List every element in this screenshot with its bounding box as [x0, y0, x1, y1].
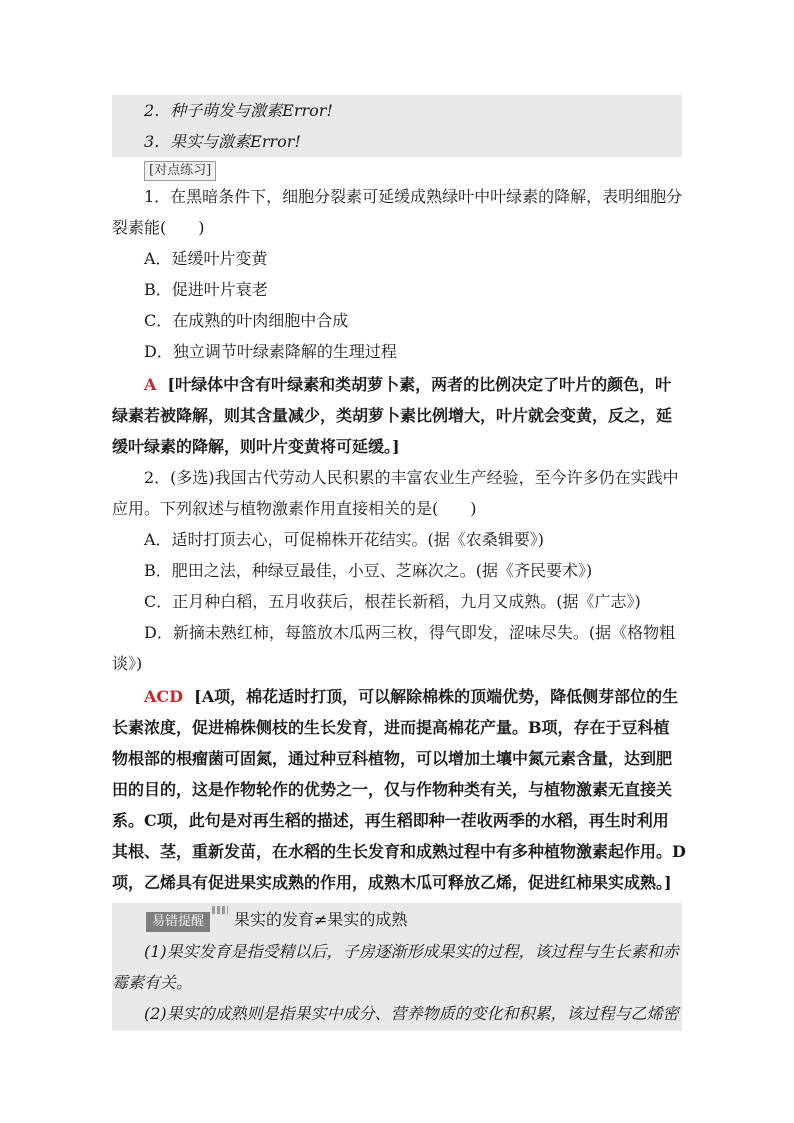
q2-option-d-line2: 谈》)	[112, 654, 143, 673]
q2-stem-line1: 2．(多选)我国古代劳动人民积累的丰富农业生产经验，至今许多仍在实践中	[144, 468, 679, 487]
q2-explain-line3: 物根部的根瘤菌可固氮，通过种豆科植物，可以增加土壤中氮元素含量，达到肥	[112, 749, 673, 768]
tip-header	[146, 904, 407, 935]
q2-stem-line2: 应用。下列叙述与植物激素作用直接相关的是( )	[112, 499, 477, 518]
tip-line3: (2)果实的成熟则是指果实中成分、营养物质的变化和积累，该过程与乙烯密	[144, 1004, 679, 1023]
q1-option-d: D．独立调节叶绿素降解的生理过程	[144, 342, 397, 361]
tip-title: 果实的发育≠果实的成熟	[234, 910, 408, 929]
q2-explain-line1: [A项，棉花适时打顶，可以解除棉株的顶端优势，降低侧芽部位的生	[194, 687, 679, 706]
q1-stem-line1: 1．在黑暗条件下，细胞分裂素可延缓成熟绿叶中叶绿素的降解，表明细胞分	[144, 187, 683, 206]
q2-explain-line2: 长素浓度，促进棉株侧枝的生长发育，进而提高棉花产量。B项，存在于豆科植	[112, 718, 670, 737]
q2-explain-line6: 其根、茎，重新发苗，在水稻的生长发育和成熟过程中有多种植物激素起作用。D	[112, 842, 686, 861]
q1-answer: A	[144, 375, 157, 394]
q2-option-a: A．适时打顶去心，可促棉株开花结实。(据《农桑辑要》)	[144, 530, 545, 549]
q2-explain-line7: 项，乙烯具有促进果实成熟的作用，成熟木瓜可释放乙烯，促进红柿果实成熟。]	[112, 873, 672, 892]
q1-explain-line2: 绿素若被降解，则其含量减少，类胡萝卜素比例增大，叶片就会变黄，反之，延	[112, 406, 673, 425]
q1-explain-line1: [叶绿体中含有叶绿素和类胡萝卜素，两者的比例决定了叶片的颜色，叶	[167, 375, 672, 394]
q1-option-b: B．促进叶片衰老	[144, 280, 268, 299]
q1-stem-line2: 裂素能( )	[112, 218, 205, 237]
q2-option-c: C．正月种白稻，五月收获后，根茬长新稻，九月又成熟。(据《广志》)	[144, 592, 641, 611]
tip-line1: (1)果实发育是指受精以后，子房逐渐形成果实的过程，该过程与生长素和赤	[144, 942, 679, 961]
practice-tag: [对点练习]	[144, 161, 216, 181]
summary-line-fruit: 3．果实与激素Error!	[144, 132, 301, 151]
q1-option-c: C．在成熟的叶肉细胞中合成	[144, 311, 349, 330]
dots-decoration-icon	[212, 906, 228, 914]
q1-answer-line1	[144, 369, 671, 400]
summary-line-seed: 2．种子萌发与激素Error!	[144, 101, 333, 120]
q1-explain-line3: 缓叶绿素的降解，则叶片变黄将可延缓。]	[112, 437, 400, 456]
tip-label: 易错提醒	[146, 912, 210, 932]
q1-option-a: A．延缓叶片变黄	[144, 249, 268, 268]
q2-option-d: D．新摘未熟红柿，每篮放木瓜两三枚，得气即发，涩味尽失。(据《格物粗	[144, 623, 676, 642]
q2-answer-line1	[144, 681, 678, 712]
tip-line2: 霉素有关。	[112, 973, 193, 992]
q2-option-b: B．肥田之法，种绿豆最佳，小豆、芝麻次之。(据《齐民要术》)	[144, 561, 593, 580]
q2-explain-line5: 系。C项，此句是对再生稻的描述，再生稻即种一茬收两季的水稻，再生时利用	[112, 811, 669, 830]
q2-explain-line4: 田的目的，这是作物轮作的优势之一，仅与作物种类有关，与植物激素无直接关	[112, 780, 673, 799]
q2-answer: ACD	[144, 687, 184, 706]
